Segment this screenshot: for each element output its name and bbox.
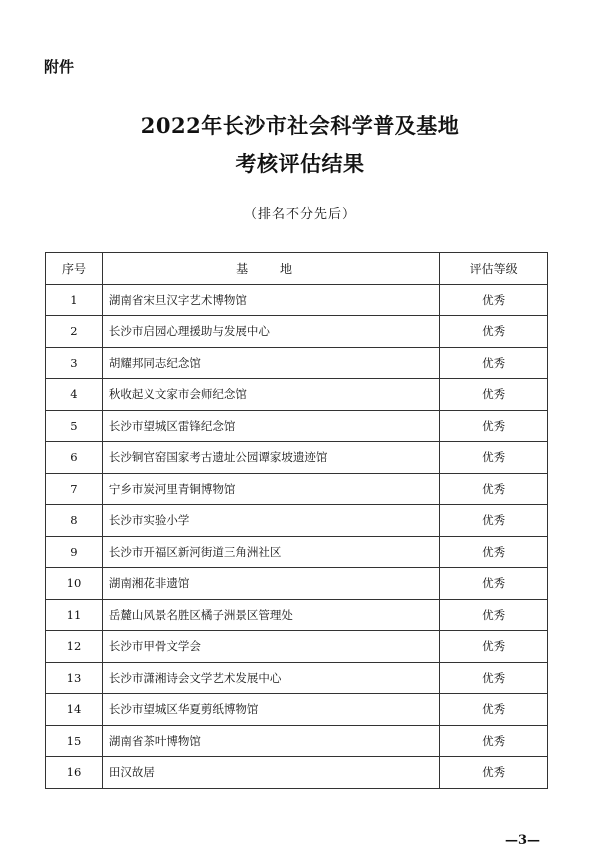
table-row: [46, 694, 548, 726]
table-row: [46, 442, 548, 474]
row-grade: 优秀: [440, 631, 548, 663]
row-number: 3: [46, 347, 103, 379]
row-number: 8: [46, 505, 103, 537]
row-number: 1: [46, 284, 103, 316]
row-grade: 优秀: [440, 316, 548, 348]
row-base-name: 长沙市开福区新河街道三角洲社区: [102, 536, 439, 568]
page-number: —3—: [504, 833, 540, 848]
row-base-name: 田汉故居: [102, 757, 439, 789]
document-title: 2022年长沙市社会科学普及基地: [140, 113, 460, 138]
row-grade: 优秀: [440, 442, 548, 474]
table-row: [46, 536, 548, 568]
table-row: [46, 379, 548, 411]
row-grade: 优秀: [440, 505, 548, 537]
row-base-name: 湖南省茶叶博物馆: [102, 725, 439, 757]
row-number: 9: [46, 536, 103, 568]
row-base-name: 长沙市启园心理援助与发展中心: [102, 316, 439, 348]
row-base-name: 长沙铜官窑国家考古遗址公园谭家坡遗迹馆: [102, 442, 439, 474]
row-base-name: 长沙市实验小学: [102, 505, 439, 537]
row-grade: 优秀: [440, 568, 548, 600]
row-base-name: 长沙市望城区雷锋纪念馆: [102, 410, 439, 442]
table-row: [46, 599, 548, 631]
table-row: [46, 316, 548, 348]
row-number: 5: [46, 410, 103, 442]
row-base-name: 长沙市望城区华夏剪纸博物馆: [102, 694, 439, 726]
row-number: 6: [46, 442, 103, 474]
ranking-note: （排名不分先后）: [243, 207, 356, 222]
row-grade: 优秀: [440, 757, 548, 789]
row-base-name: 秋收起义文家市会师纪念馆: [102, 379, 439, 411]
table-row: [46, 757, 548, 789]
row-grade: 优秀: [440, 599, 548, 631]
row-base-name: 宁乡市炭河里青铜博物馆: [102, 473, 439, 505]
row-base-name: 胡耀邦同志纪念馆: [102, 347, 439, 379]
header-base: 基 地: [102, 253, 439, 285]
row-number: 2: [46, 316, 103, 348]
header-grade: 评估等级: [440, 253, 548, 285]
row-number: 16: [46, 757, 103, 789]
table-row: [46, 631, 548, 663]
results-table: [45, 252, 548, 789]
header-number: 序号: [46, 253, 103, 285]
table-row: [46, 725, 548, 757]
row-grade: 优秀: [440, 347, 548, 379]
row-grade: 优秀: [440, 379, 548, 411]
row-number: 15: [46, 725, 103, 757]
row-base-name: 岳麓山风景名胜区橘子洲景区管理处: [102, 599, 439, 631]
row-grade: 优秀: [440, 536, 548, 568]
row-number: 7: [46, 473, 103, 505]
row-base-name: 湖南省宋旦汉字艺术博物馆: [102, 284, 439, 316]
row-number: 11: [46, 599, 103, 631]
row-number: 12: [46, 631, 103, 663]
table-row: [46, 568, 548, 600]
row-number: 13: [46, 662, 103, 694]
row-grade: 优秀: [440, 725, 548, 757]
attachment-label: 附件: [44, 58, 75, 76]
table-row: [46, 347, 548, 379]
table-row: [46, 662, 548, 694]
row-base-name: 长沙市潇湘诗会文学艺术发展中心: [102, 662, 439, 694]
row-number: 4: [46, 379, 103, 411]
row-grade: 优秀: [440, 473, 548, 505]
row-grade: 优秀: [440, 662, 548, 694]
table-row: [46, 473, 548, 505]
row-number: 10: [46, 568, 103, 600]
document-subtitle: 考核评估结果: [235, 151, 365, 176]
table-header-row: [46, 253, 548, 285]
table-row: [46, 284, 548, 316]
row-base-name: 长沙市甲骨文学会: [102, 631, 439, 663]
row-base-name: 湖南湘花非遗馆: [102, 568, 439, 600]
row-grade: 优秀: [440, 694, 548, 726]
table-row: [46, 505, 548, 537]
table-row: [46, 410, 548, 442]
row-number: 14: [46, 694, 103, 726]
row-grade: 优秀: [440, 410, 548, 442]
row-grade: 优秀: [440, 284, 548, 316]
